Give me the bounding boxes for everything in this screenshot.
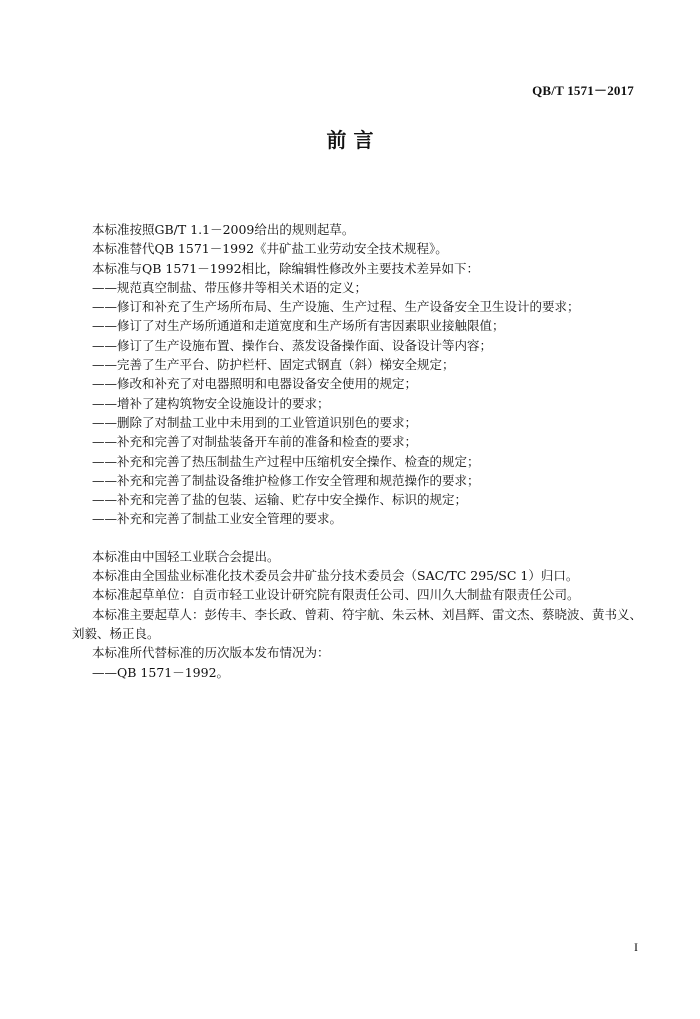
paragraph: 本标准由全国盐业标准化技术委员会井矿盐分技术委员会（SAC/TC 295/SC 1）归口。 (92, 568, 579, 584)
paragraph: 本标准按照GB/T 1.1－2009给出的规则起草。 (92, 222, 355, 237)
page-number: I (634, 940, 638, 954)
paragraph-gap (72, 529, 652, 547)
list-item: ——完善了生产平台、防护栏杆、固定式钢直（斜）梯安全规定； (92, 357, 455, 373)
paragraph: 本标准所代替标准的历次版本发布情况为： (92, 645, 330, 661)
list-item: ——规范真空制盐、带压修井等相关术语的定义； (92, 279, 368, 295)
paragraph: 本标准主要起草人：彭传丰、李长政、曾莉、符宇航、朱云林、刘昌辉、雷文杰、蔡晓波、黄书义、刘毅、杨正良。 (72, 606, 643, 641)
list-item: ——修订了生产设施布置、操作台、蒸发设备操作面、设备设计等内容； (92, 337, 493, 353)
list-item: ——补充和完善了对制盐装备开车前的准备和检查的要求； (92, 434, 418, 450)
paragraph: 本标准与QB 1571－1992相比，除编辑性修改外主要技术差异如下： (92, 260, 480, 276)
paragraph: 本标准由中国轻工业联合会提出。 (92, 548, 280, 564)
list-item: ——修订了对生产场所通道和走道宽度和生产场所有害因素职业接触限值； (92, 318, 505, 334)
paragraph: 本标准起草单位：自贡市轻工业设计研究院有限责任公司、四川久大制盐有限责任公司。 (92, 587, 580, 603)
list-item: ——增补了建构筑物安全设施设计的要求； (92, 395, 330, 411)
list-item: ——补充和完善了制盐设备维护检修工作安全管理和规范操作的要求； (92, 472, 480, 488)
list-item: ——修改和补充了对电器照明和电器设备安全使用的规定； (92, 376, 418, 392)
list-item: ——补充和完善了盐的包装、运输、贮存中安全操作、标识的规定； (92, 492, 468, 508)
body-text (72, 220, 652, 682)
list-item: ——补充和完善了制盐工业安全管理的要求。 (92, 511, 343, 527)
list-item: ——QB 1571－1992。 (92, 664, 230, 680)
paragraph: 本标准替代QB 1571－1992《井矿盐工业劳动安全技术规程》。 (92, 241, 448, 257)
standard-code-header: QB/T 1571－2017 (532, 83, 634, 98)
list-item: ——补充和完善了热压制盐生产过程中压缩机安全操作、检查的规定； (92, 453, 480, 469)
page-title: 前 言 (326, 128, 374, 152)
list-item: ——修订和补充了生产场所布局、生产设施、生产过程、生产设备安全卫生设计的要求； (92, 299, 580, 315)
list-item: ——删除了对制盐工业中未用到的工业管道识别色的要求； (92, 414, 418, 430)
